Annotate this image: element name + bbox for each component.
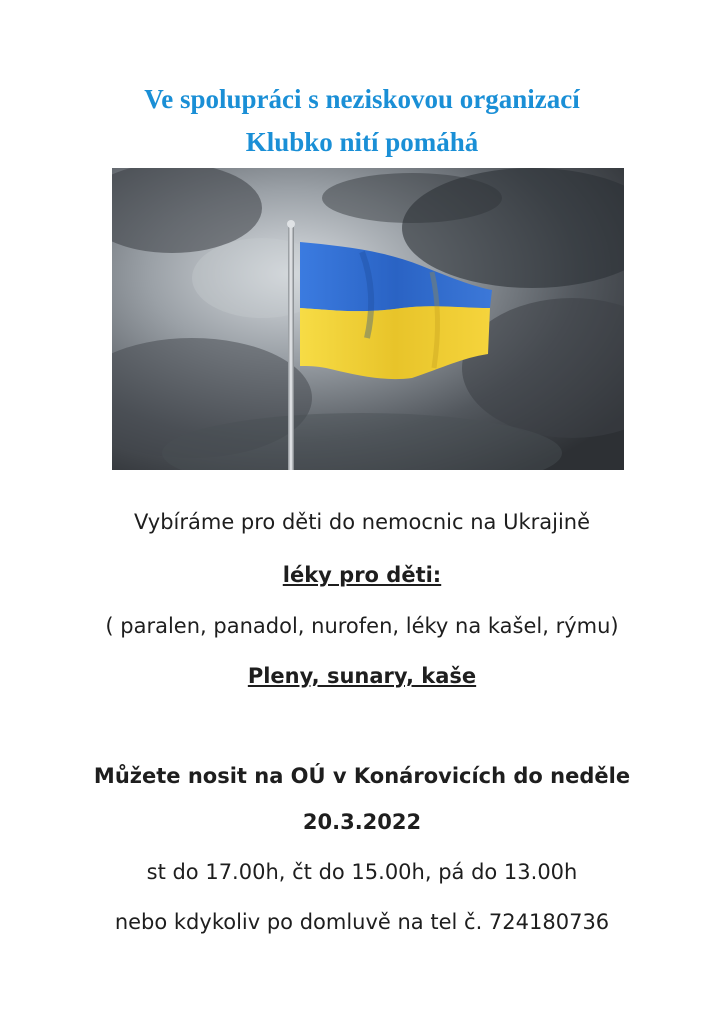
contact-phone: nebo kdykoliv po domluvě na tel č. 724180736 xyxy=(114,910,610,934)
dropoff-date: 20.3.2022 xyxy=(302,810,422,834)
ukraine-flag-icon xyxy=(112,168,624,470)
dropoff-line-1: Můžete nosit na OÚ v Konárovicích do neděle xyxy=(93,764,631,788)
title-line-1: Ve spolupráci s neziskovou organizací xyxy=(144,84,580,114)
opening-hours: st do 17.00h, čt do 15.00h, pá do 13.00h xyxy=(146,860,578,884)
other-items-heading: Pleny, sunary, kaše xyxy=(247,664,477,688)
intro-text: Vybíráme pro děti do nemocnic na Ukrajině xyxy=(133,510,591,534)
page-title xyxy=(0,78,724,164)
title-line-2: Klubko nití pomáhá xyxy=(245,127,479,157)
ukraine-flag-photo xyxy=(112,168,624,470)
medicine-heading: léky pro děti: xyxy=(282,563,442,587)
medicine-list: ( paralen, panadol, nurofen, léky na kašel, rýmu) xyxy=(105,614,619,638)
